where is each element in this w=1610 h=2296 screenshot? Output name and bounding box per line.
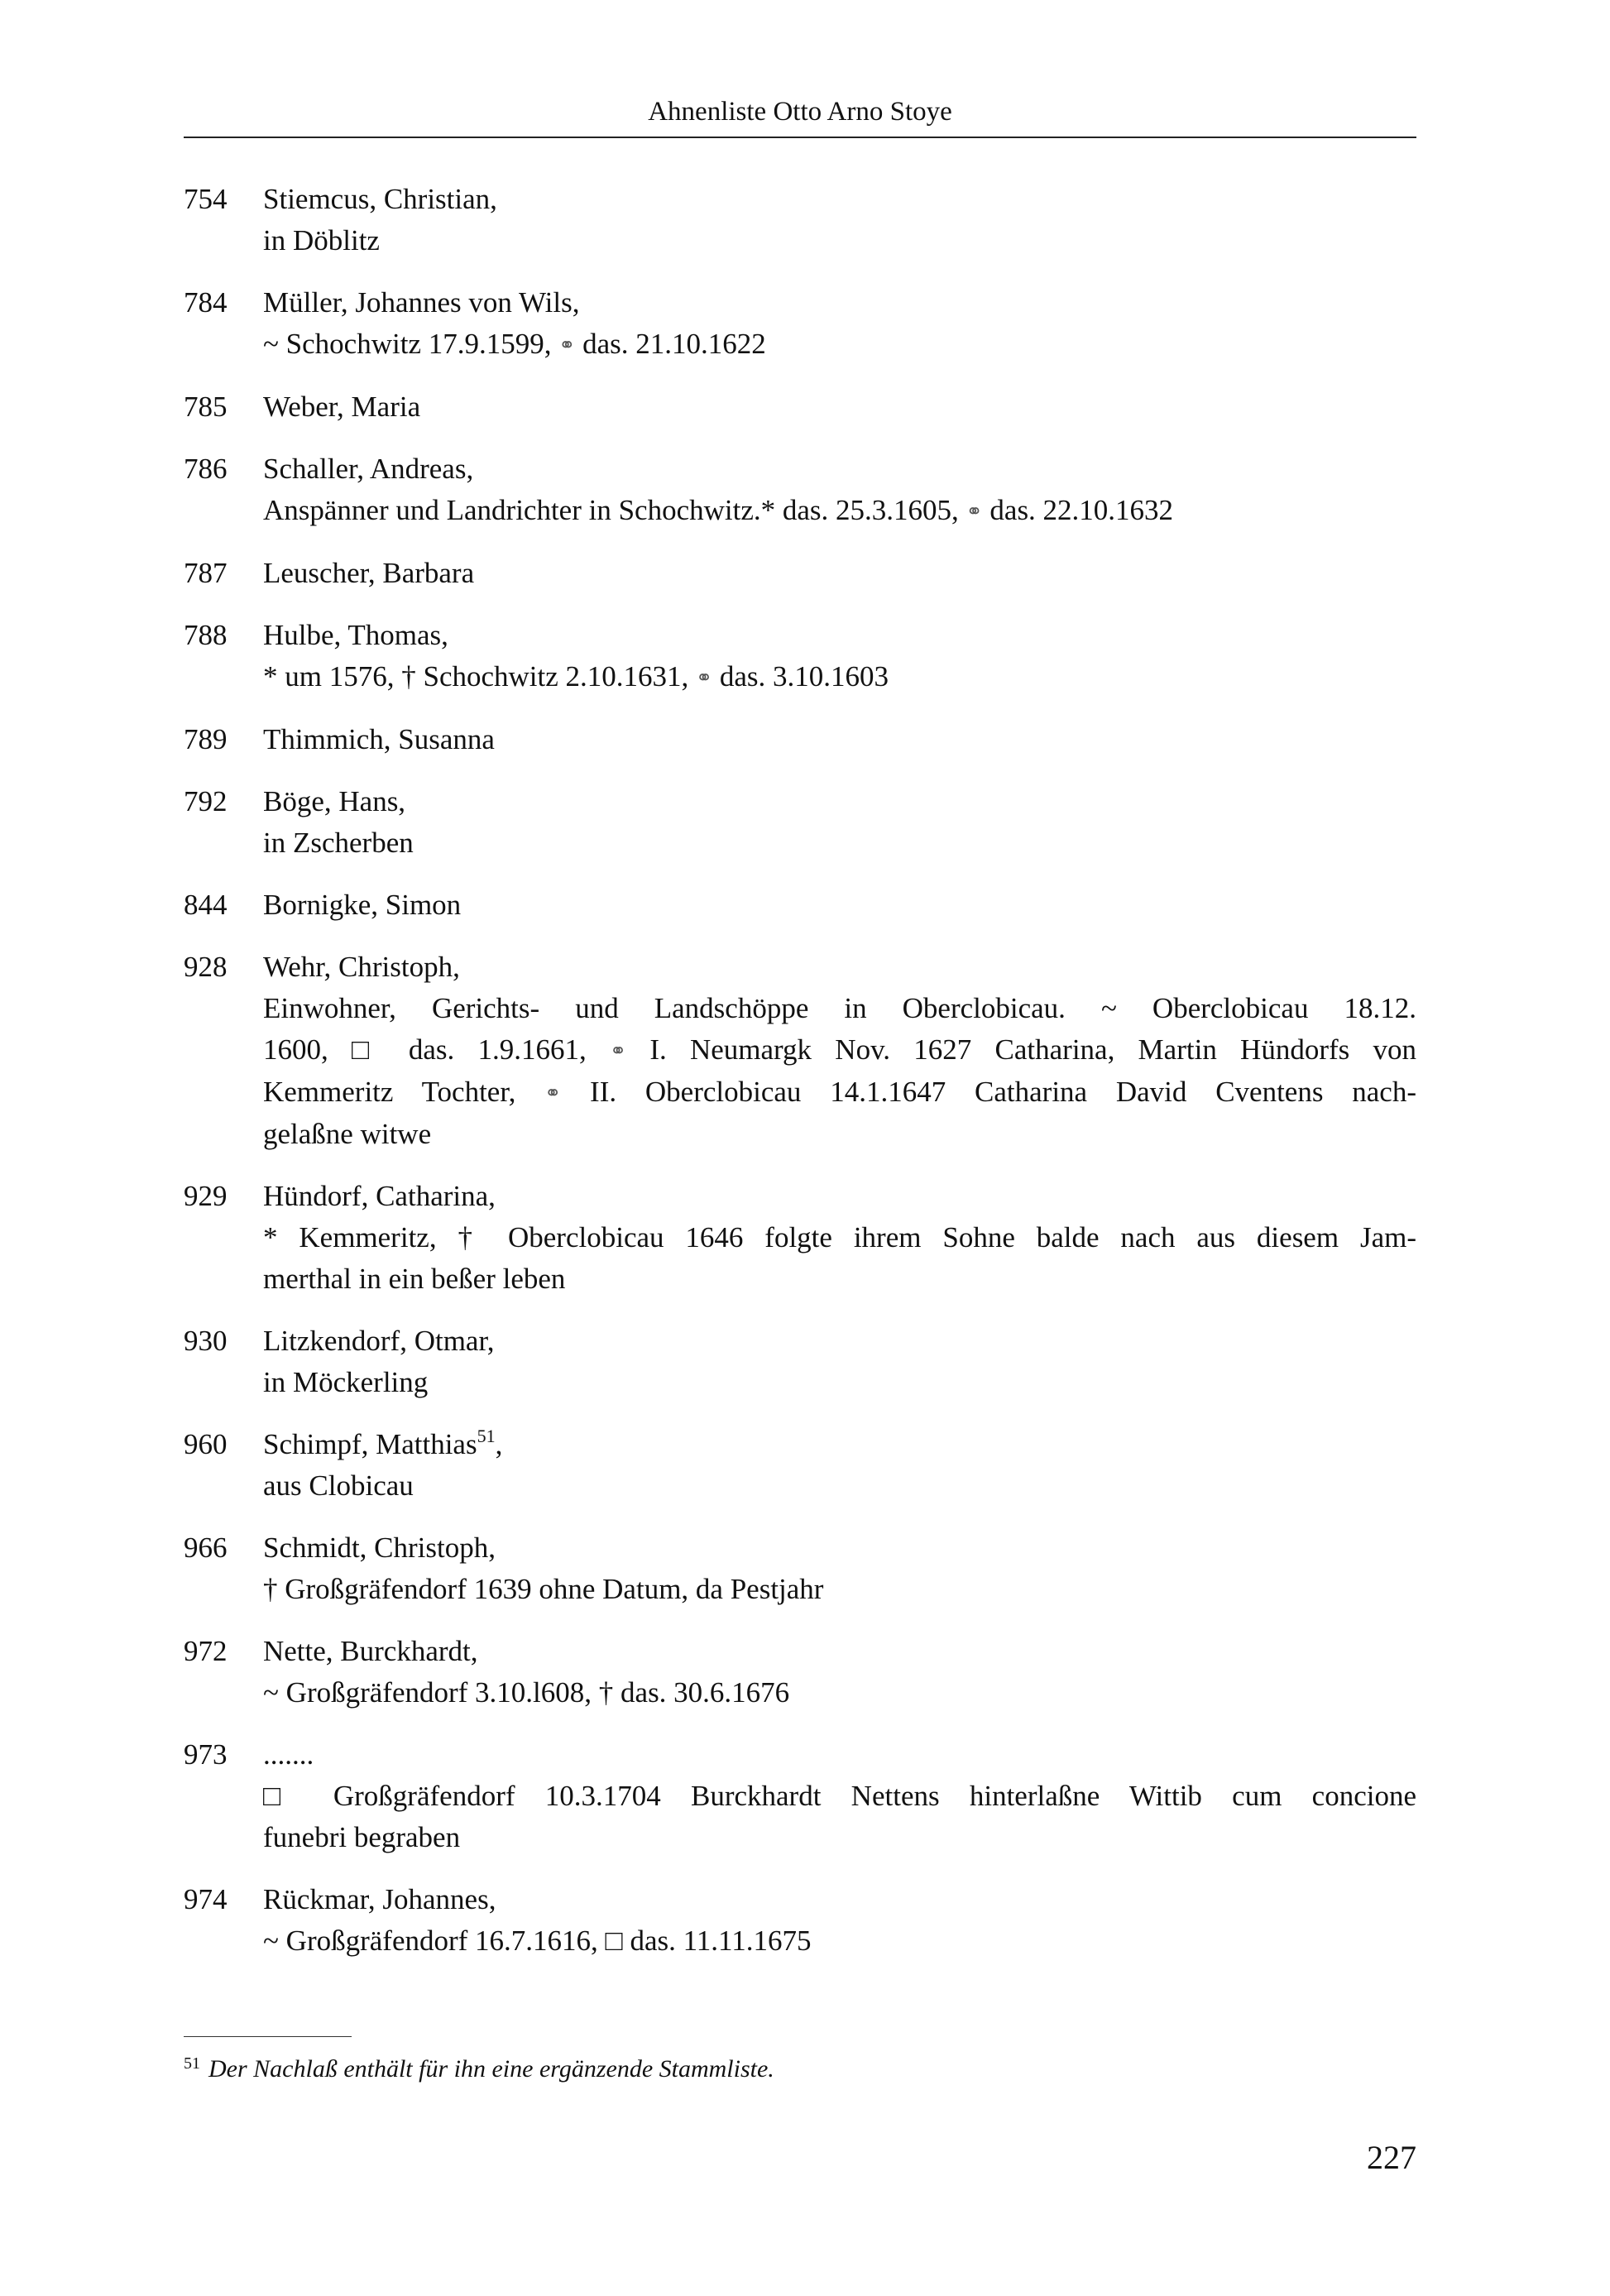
ancestor-detail-line: funebri begraben	[263, 1821, 461, 1853]
list-item	[184, 553, 1416, 594]
ancestor-detail-line: * Kemmeritz, † Oberclobicau 1646 folgte ihrem Sohne balde nach aus diesem Jam-	[263, 1221, 1416, 1253]
ancestor-details	[263, 179, 1416, 261]
footnote-reference[interactable]: 51	[477, 1426, 496, 1446]
ancestor-number: 974	[184, 1883, 228, 1915]
ancestor-name: .......	[263, 1738, 314, 1771]
ancestor-details	[263, 386, 1416, 428]
ancestor-number: 785	[184, 391, 228, 423]
ancestor-details	[263, 1424, 1416, 1507]
ancestor-details	[263, 448, 1416, 532]
list-item	[184, 1734, 1416, 1858]
ancestor-details	[263, 1527, 1416, 1610]
ancestor-name	[263, 1424, 1416, 1465]
running-head: Ahnenliste Otto Arno Stoye	[648, 97, 952, 127]
ancestor-number: 754	[184, 183, 228, 215]
ancestor-name-text: Schimpf, Matthias	[263, 1428, 477, 1460]
ancestor-number: 930	[184, 1325, 228, 1357]
header-rule	[184, 137, 1416, 138]
ancestor-detail-line: Einwohner, Gerichts- und Landschöppe in Oberclobicau. ~ Oberclobicau 18.12.	[263, 992, 1416, 1024]
ancestor-details	[263, 1321, 1416, 1403]
ancestor-detail-line: gelaßne witwe	[263, 1118, 432, 1150]
ancestor-detail-line: Anspänner und Landrichter in Schochwitz.* das. 25.3.1605, ⚭ das. 22.10.1632	[263, 494, 1174, 526]
ancestor-name: Schmidt, Christoph,	[263, 1531, 496, 1564]
ancestor-name: Stiemcus, Christian,	[263, 183, 497, 215]
list-item	[184, 884, 1416, 926]
footnote-rule	[184, 2036, 352, 2037]
ancestor-detail-line: □ Großgräfendorf 10.3.1704 Burckhardt Nettens hinterlaßne Wittib cum concione	[263, 1780, 1416, 1812]
ancestor-number: 844	[184, 889, 228, 921]
ancestor-detail-line: in Döblitz	[263, 224, 380, 256]
ancestor-details	[263, 1631, 1416, 1714]
ancestor-detail-line: ~ Schochwitz 17.9.1599, ⚭ das. 21.10.1622	[263, 328, 766, 360]
list-item	[184, 781, 1416, 864]
punctuation: ,	[495, 1428, 503, 1460]
ancestor-list	[184, 179, 1416, 1982]
footnote-number: 51	[184, 2054, 200, 2073]
list-item	[184, 448, 1416, 532]
ancestor-number: 786	[184, 453, 228, 485]
marriage-rings-icon: ⚭	[966, 500, 983, 523]
ancestor-detail-line: Kemmeritz Tochter, ⚭ II. Oberclobicau 14.1.1647 Catharina David Cventens nach-	[263, 1076, 1416, 1108]
list-item	[184, 1631, 1416, 1714]
ancestor-detail-line: 1600, □ das. 1.9.1661, ⚭ I. Neumargk Nov. 1627 Catharina, Martin Hündorfs von	[263, 1033, 1416, 1066]
ancestor-details	[263, 1879, 1416, 1962]
list-item	[184, 947, 1416, 1155]
ancestor-number: 784	[184, 286, 228, 319]
ancestor-details	[263, 1176, 1416, 1300]
ancestor-name: Hündorf, Catharina,	[263, 1180, 496, 1212]
ancestor-details	[263, 1734, 1416, 1858]
ancestor-name: Schaller, Andreas,	[263, 453, 474, 485]
list-item	[184, 719, 1416, 760]
ancestor-details	[263, 947, 1416, 1155]
list-item	[184, 1879, 1416, 1962]
marriage-rings-icon: ⚭	[609, 1039, 627, 1062]
ancestor-detail-line: merthal in ein beßer leben	[263, 1263, 566, 1295]
ancestor-name: Litzkendorf, Otmar,	[263, 1325, 495, 1357]
list-item	[184, 1321, 1416, 1403]
page-number: 227	[1367, 2139, 1416, 2176]
ancestor-name: Thimmich, Susanna	[263, 723, 495, 755]
ancestor-number: 792	[184, 785, 228, 817]
ancestor-number: 929	[184, 1180, 228, 1212]
marriage-rings-icon: ⚭	[696, 666, 713, 689]
ancestor-name: Rückmar, Johannes,	[263, 1883, 496, 1915]
ancestor-detail-line: in Zscherben	[263, 827, 414, 859]
ancestor-detail-line: aus Clobicau	[263, 1469, 414, 1502]
ancestor-name: Böge, Hans,	[263, 785, 406, 817]
ancestor-detail-line: † Großgräfendorf 1639 ohne Datum, da Pestjahr	[263, 1573, 824, 1605]
ancestor-detail-line: ~ Großgräfendorf 3.10.l608, † das. 30.6.1676	[263, 1676, 790, 1709]
ancestor-detail-line: in Möckerling	[263, 1366, 429, 1398]
ancestor-number: 960	[184, 1428, 228, 1460]
list-item	[184, 282, 1416, 366]
marriage-rings-icon: ⚭	[558, 333, 576, 357]
ancestor-number: 973	[184, 1738, 228, 1771]
ancestor-name: Nette, Burckhardt,	[263, 1635, 478, 1667]
ancestor-number: 789	[184, 723, 228, 755]
ancestor-details	[263, 282, 1416, 366]
ancestor-details	[263, 884, 1416, 926]
ancestor-details	[263, 615, 1416, 698]
ancestor-name: Wehr, Christoph,	[263, 951, 460, 983]
ancestor-number: 966	[184, 1531, 228, 1564]
ancestor-number: 788	[184, 619, 228, 651]
footnote-text: Der Nachlaß enthält für ihn eine ergänzende Stammliste.	[208, 2055, 774, 2083]
ancestor-name: Müller, Johannes von Wils,	[263, 286, 580, 319]
ancestor-detail-line: * um 1576, † Schochwitz 2.10.1631, ⚭ das. 3.10.1603	[263, 660, 889, 693]
ancestor-details	[263, 719, 1416, 760]
ancestor-details	[263, 553, 1416, 594]
footnote	[184, 2049, 774, 2084]
ancestor-name: Weber, Maria	[263, 391, 421, 423]
ancestor-number: 787	[184, 557, 228, 589]
list-item	[184, 179, 1416, 261]
ancestor-details	[263, 781, 1416, 864]
list-item	[184, 1424, 1416, 1507]
ancestor-name: Leuscher, Barbara	[263, 557, 475, 589]
ancestor-detail-line: ~ Großgräfendorf 16.7.1616, □ das. 11.11.1675	[263, 1925, 812, 1957]
ancestor-name: Bornigke, Simon	[263, 889, 462, 921]
marriage-rings-icon: ⚭	[544, 1081, 562, 1105]
ancestor-name: Hulbe, Thomas,	[263, 619, 448, 651]
ancestor-number: 972	[184, 1635, 228, 1667]
list-item	[184, 1176, 1416, 1300]
list-item	[184, 615, 1416, 698]
list-item	[184, 386, 1416, 428]
ancestor-number: 928	[184, 951, 228, 983]
list-item	[184, 1527, 1416, 1610]
